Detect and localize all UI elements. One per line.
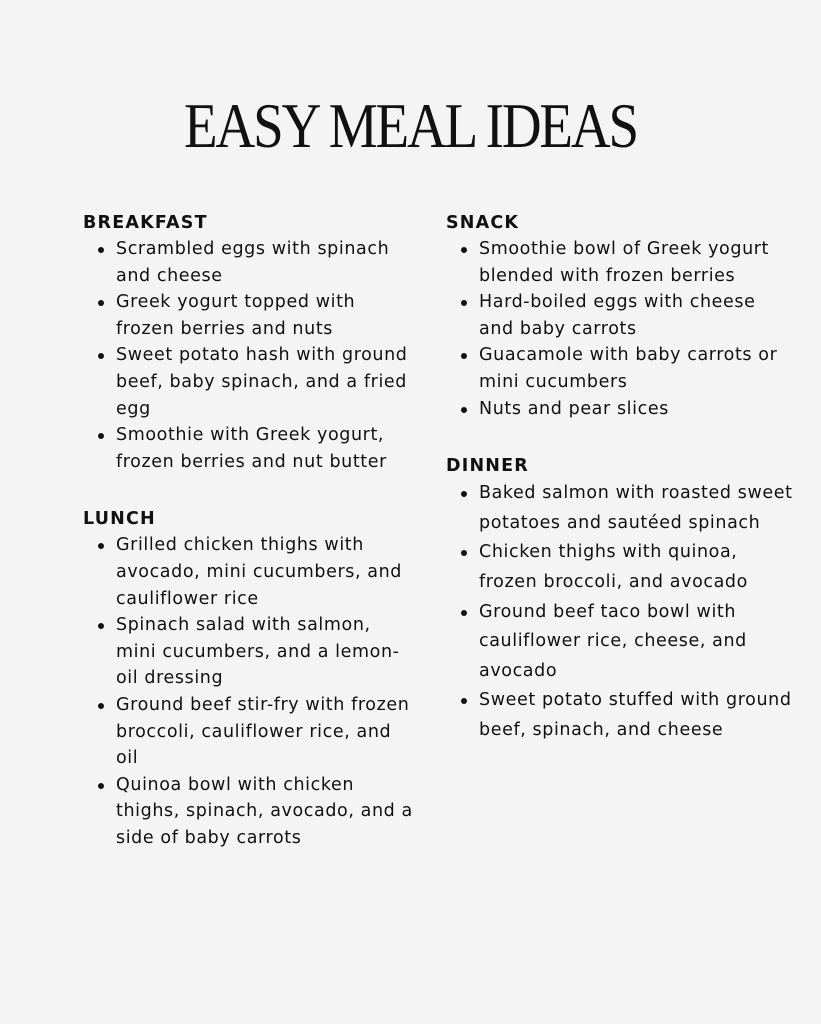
snack-list	[446, 236, 796, 422]
list-item: Guacamole with baby carrots or mini cucumbers	[446, 342, 796, 395]
dinner-heading: DINNER	[446, 456, 529, 477]
lunch-heading: LUNCH	[83, 509, 156, 530]
snack-section	[446, 210, 796, 422]
list-item: Chicken thighs with quinoa, frozen broccoli, and avocado	[446, 538, 796, 597]
right-column	[446, 210, 796, 746]
dinner-list	[446, 479, 796, 745]
left-column	[83, 210, 413, 851]
list-item: Sweet potato hash with ground beef, baby spinach, and a fried egg	[83, 342, 413, 422]
breakfast-list	[83, 236, 413, 475]
list-item: Ground beef stir-fry with frozen broccoli, cauliflower rice, and oil	[83, 692, 413, 772]
list-item: Ground beef taco bowl with cauliflower rice, cheese, and avocado	[446, 598, 796, 687]
list-item: Smoothie with Greek yogurt, frozen berries and nut butter	[83, 422, 413, 475]
list-item: Scrambled eggs with spinach and cheese	[83, 236, 413, 289]
list-item: Sweet potato stuffed with ground beef, spinach, and cheese	[446, 686, 796, 745]
list-item: Spinach salad with salmon, mini cucumbers, and a lemon-oil dressing	[83, 612, 413, 692]
dinner-section	[446, 453, 796, 745]
list-item: Nuts and pear slices	[446, 396, 796, 423]
breakfast-heading: BREAKFAST	[83, 213, 208, 233]
snack-heading: SNACK	[446, 213, 520, 233]
list-item: Quinoa bowl with chicken thighs, spinach, avocado, and a side of baby carrots	[83, 772, 413, 852]
breakfast-section	[83, 210, 413, 475]
list-item: Hard-boiled eggs with cheese and baby carrots	[446, 289, 796, 342]
list-item: Greek yogurt topped with frozen berries and nuts	[83, 289, 413, 342]
lunch-section	[83, 506, 413, 851]
list-item: Baked salmon with roasted sweet potatoes and sautéed spinach	[446, 479, 796, 538]
list-item: Grilled chicken thighs with avocado, mini cucumbers, and cauliflower rice	[83, 532, 413, 612]
page-title: EASY MEAL IDEAS	[184, 90, 637, 161]
lunch-list	[83, 532, 413, 851]
list-item: Smoothie bowl of Greek yogurt blended with frozen berries	[446, 236, 796, 289]
